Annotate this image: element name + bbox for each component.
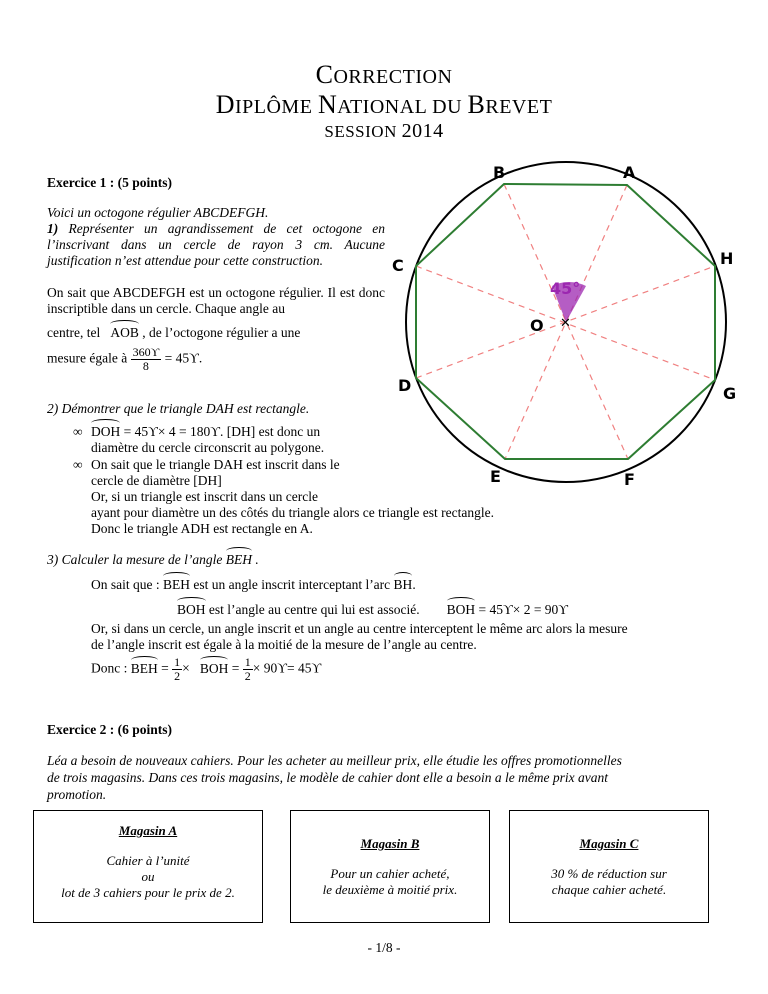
label-G: G xyxy=(723,384,737,403)
ex1-question1: 1) Représenter un agrandissement de cet octogone en l’inscrivant dans un cercle de rayon 3 cm. Aucune justification n’est attendue pour cette construction. xyxy=(47,221,385,268)
store-c-title: Magasin C xyxy=(579,836,639,851)
header-line3: SESSION 2014 xyxy=(324,120,444,142)
page-number: - 1/8 - xyxy=(367,940,401,955)
ex1-b5: Donc le triangle ADH est rectangle en A. xyxy=(91,521,313,536)
label-F: F xyxy=(624,470,635,489)
ex1-c4: de l’angle inscrit est égale à la moitié de la mesure de l’angle au centre. xyxy=(91,637,477,652)
ex1-question2: 2) Démontrer que le triangle DAH est rectangle. xyxy=(47,401,310,416)
octagon-figure xyxy=(380,158,765,493)
ex1-title: Exercice 1 : (5 points) xyxy=(47,175,172,190)
label-D: D xyxy=(398,376,412,395)
ex1-c5: Donc : BEH = $\frac{1}{2}$ × BOH = $\frac{1}{2}$ × 90ϒ= 45ϒ xyxy=(91,655,322,683)
ex2-intro: Léa a besoin de nouveaux cahiers. Pour les acheter au meilleur prix, elle étudie les offres promotionnelles de trois magasins. Dans ces trois magasins, le modèle de cahier dont elle a besoin a le même prix avant promotion. xyxy=(47,753,622,802)
store-b-title: Magasin B xyxy=(360,836,420,851)
label-A: A xyxy=(623,163,636,182)
label-O: O xyxy=(530,316,544,335)
store-a-title: Magasin A xyxy=(118,823,178,838)
ex1-question3: 3) Calculer la mesure de l’angle BEH . xyxy=(47,552,259,567)
label-H: H xyxy=(720,249,734,268)
ex1-c2: BOH est l’angle au centre qui lui est associé. BOH = 45ϒ× 2 = 90ϒ xyxy=(177,602,569,617)
ex1-p3: mesure égale à $\frac{360ϒ}{8}$ = 45ϒ. xyxy=(47,345,203,373)
ex1-bullet1: ∞ DOH = 45ϒ× 4 = 180ϒ. [DH] est donc un diamètre du cercle circonscrit au polygone. xyxy=(73,424,325,455)
ex1-c3: Or, si dans un cercle, un angle inscrit et un angle au centre interceptent le même arc alors la mesure xyxy=(91,621,628,636)
ex1-bullet2: ∞ On sait que le triangle DAH est inscrit dans le cercle de diamètre [DH] Or, si un triangle est inscrit dans un cercle xyxy=(73,457,340,504)
angle-label: 45° xyxy=(550,279,581,298)
label-B: B xyxy=(493,163,506,182)
ex1-c1: On sait que : BEH est un angle inscrit interceptant l’arc BH. xyxy=(91,577,416,592)
header-line1: CORRECTION xyxy=(315,60,453,89)
ex2-title: Exercice 2 : (6 points) xyxy=(47,722,172,737)
ex1-p1: On sait que ABCDEFGH est un octogone régulier. Il est donc inscriptible dans un cercle. Chaque angle au xyxy=(47,285,385,316)
ex1-b4: ayant pour diamètre un des côtés du triangle alors ce triangle est rectangle. xyxy=(91,505,494,520)
ex1-p2: centre, tel AOB , de l’octogone régulier a une xyxy=(47,325,301,340)
store-box-c: Magasin C 30 % de réduction sur chaque cahier acheté. xyxy=(509,810,709,923)
header-line2: DIPLÔME NATIONAL DU BREVET xyxy=(215,90,553,119)
label-C: C xyxy=(392,256,404,275)
label-E: E xyxy=(490,467,501,486)
store-box-b: Magasin B Pour un cahier acheté, le deuxième à moitié prix. xyxy=(290,810,490,923)
store-box-a: Magasin A Cahier à l’unité ou lot de 3 cahiers pour le prix de 2. xyxy=(33,810,263,923)
center-mark: ✕ xyxy=(560,316,571,331)
ex1-intro: Voici un octogone régulier ABCDEFGH. xyxy=(47,205,269,220)
